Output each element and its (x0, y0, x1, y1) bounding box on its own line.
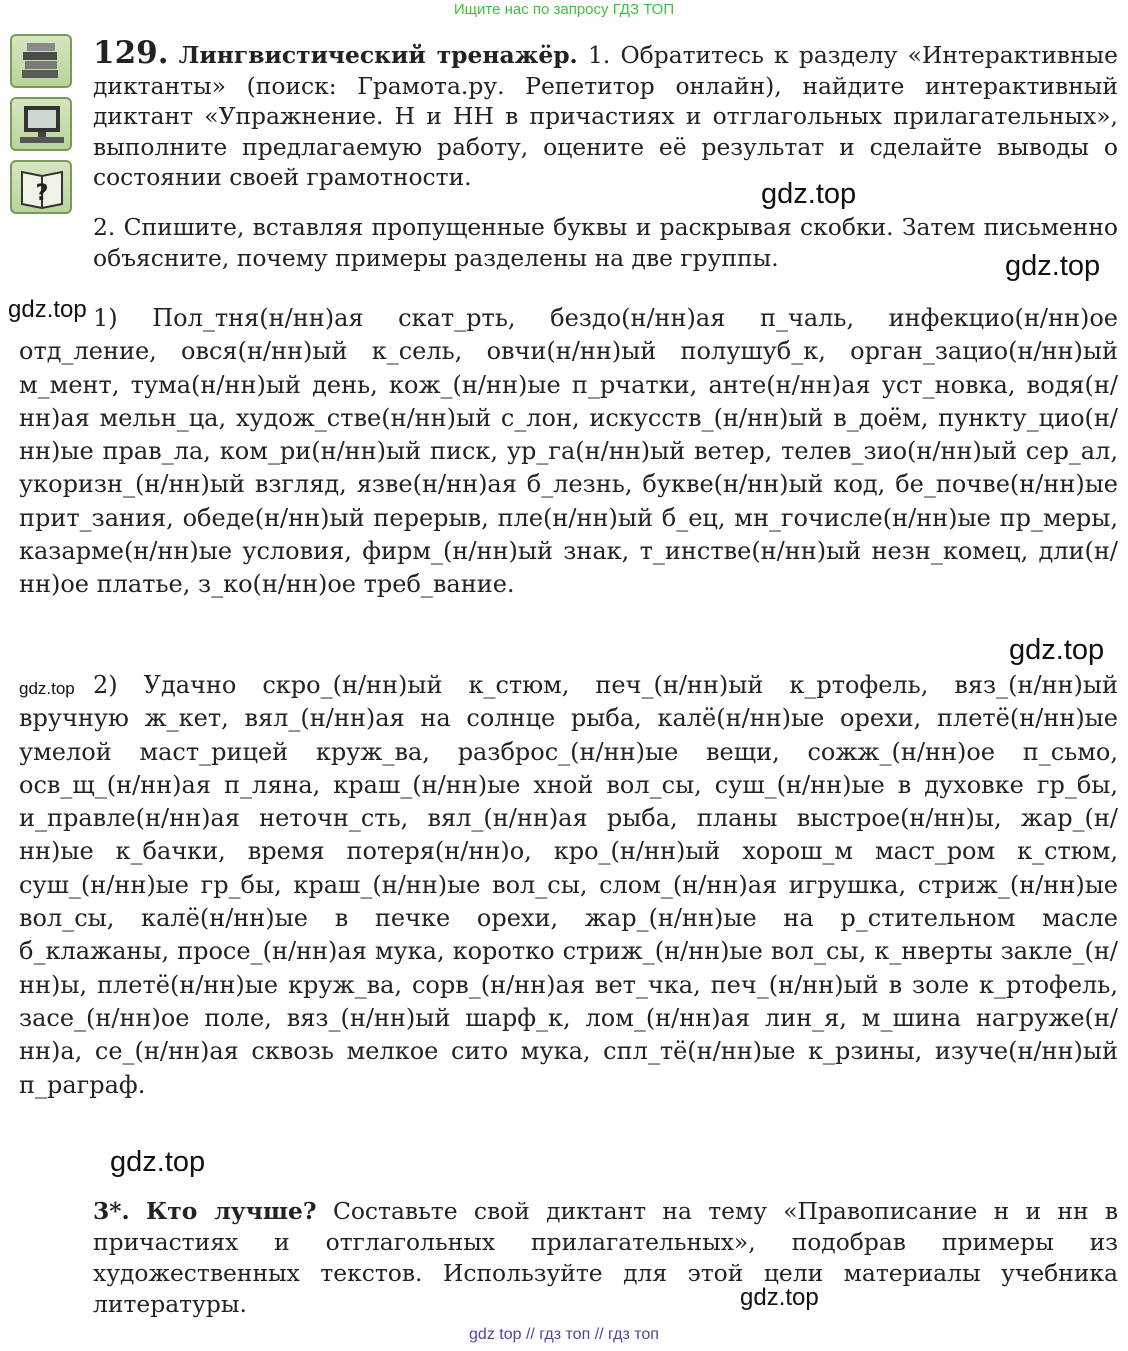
task-2-text: 2. Спишите, вставляя пропущенные буквы и раскрывая скобки. Затем письменно объясните, почему примеры разделены на две группы. (93, 213, 1118, 272)
watermark: gdz.top (761, 178, 857, 210)
task-3-text (93, 1196, 1118, 1320)
exercise-heading: Лингвистический тренажёр. (178, 41, 578, 69)
footer-watermark: gdz top // гдз топ // гдз топ (469, 1326, 659, 1343)
watermark: gdz.top (1005, 250, 1101, 282)
exercise-intro (93, 35, 1119, 193)
svg-text:?: ? (35, 181, 49, 206)
watermark: gdz.top (1009, 634, 1105, 666)
watermark: gdz.top (740, 1284, 819, 1311)
watermark: gdz.top (110, 1146, 206, 1178)
watermark: gdz.top (8, 296, 87, 323)
watermark: gdz.top (19, 679, 75, 698)
search-banner: Ищите нас по запросу ГДЗ ТОП (453, 1, 675, 18)
books-icon (10, 34, 72, 88)
exercise-number: 129. (93, 35, 169, 71)
word-group-2: 2) Удачно скро_(н/нн)ый к_стюм, печ_(н/нн)ый к_ртофель, вяз_(н/нн)ый вручную ж_кет, вял_(н/нн)ая на солнце рыба, калё(н/нн)ые орехи, плетё(н/нн)ые умелой маст_рицей круж_ва, разброс_(н/нн)ые вещи, сожж_(н/нн)ое п_сьмо, осв_щ_(н/нн)ая п_ляна, краш_(н/нн)ые хной вол_сы, суш_(н/нн)ые в духовке гр_бы, и_правле(н/нн)ая неточн_сть, вял_(н/нн)ая рыба, планы выстрое(н/нн)ы, жар_(н/нн)ые к_бачки, время потеря(н/нн)о, кро_(н/нн)ый хорош_м маст_ром к_стюм, суш_(н/нн)ые гр_бы, краш_(н/нн)ые вол_сы, слом_(н/нн)ая игрушка, стриж_(н/нн)ые вол_сы, калё(н/нн)ые в печке орехи, жар_(н/нн)ые на р_стительном масле б_клажаны, просе_(н/нн)ая мука, коротко стриж_(н/нн)ые вол_сы, к_нверты закле_(н/нн)ы, плетё(н/нн)ые круж_ва, сорв_(н/нн)ая вет_чка, печ_(н/нн)ый в золе к_ртофель, засе_(н/нн)ое поле, вяз_(н/нн)ый шарф_к, лом_(н/нн)ая лин_я, м_шина нагруже(н/нн)а, се_(н/нн)ая сквозь мелкое сито мука, спл_тё(н/нн)ые к_рзины, изуче(н/нн)ый п_раграф. (19, 671, 1118, 1099)
task-3-body: Составьте свой диктант на тему «Правописание н и нн в причастиях и отглагольных прилагательных», подобрав примеры из художественных текстов. Используйте для этой цели материалы учебника литературы. (93, 1197, 1119, 1318)
task-3-number: 3*. (93, 1197, 130, 1225)
task-3-heading: Кто лучше? (145, 1197, 317, 1225)
exercise-icons (10, 34, 76, 223)
computer-icon (10, 97, 72, 151)
task-1-text: 1. Обратитесь к разделу «Интерактивные диктанты» (поиск: Грамота.ру. Репетитор онлайн), найдите интерактивный диктант «Упражнение. Н и НН в причастиях и отглагольных прилагательных», выполните предлагаемую работу, оцените её результат и сделайте выводы о состоянии своей грамотности. (93, 41, 1119, 191)
book-question-icon (10, 160, 72, 214)
word-group-1: 1) Пол_тня(н/нн)ая скат_рть, бездо(н/нн)ая п_чаль, инфекцио(н/нн)ое отд_ление, овся(н/нн)ый к_сель, овчи(н/нн)ый полушуб_к, орган_зацио(н/нн)ый м_мент, тума(н/нн)ый день, кож_(н/нн)ые п_рчатки, анте(н/нн)ая уст_новка, водя(н/нн)ая мельн_ца, худож_стве(н/нн)ый с_лон, искусств_(н/нн)ый в_доём, пункту_цио(н/нн)ые прав_ла, ком_ри(н/нн)ый писк, ур_га(н/нн)ый ветер, телев_зио(н/нн)ый сер_ал, укоризн_(н/нн)ый взгляд, язве(н/нн)ая б_лезнь, букве(н/нн)ый код, бе_почве(н/нн)ые прит_зания, обеде(н/нн)ый перерыв, пле(н/нн)ый б_ец, мн_гочисле(н/нн)ые пр_меры, казарме(н/нн)ые условия, фирм_(н/нн)ый знак, т_инстве(н/нн)ый незн_комец, дли(н/нн)ое платье, з_ко(н/нн)ое треб_вание. (19, 304, 1118, 599)
